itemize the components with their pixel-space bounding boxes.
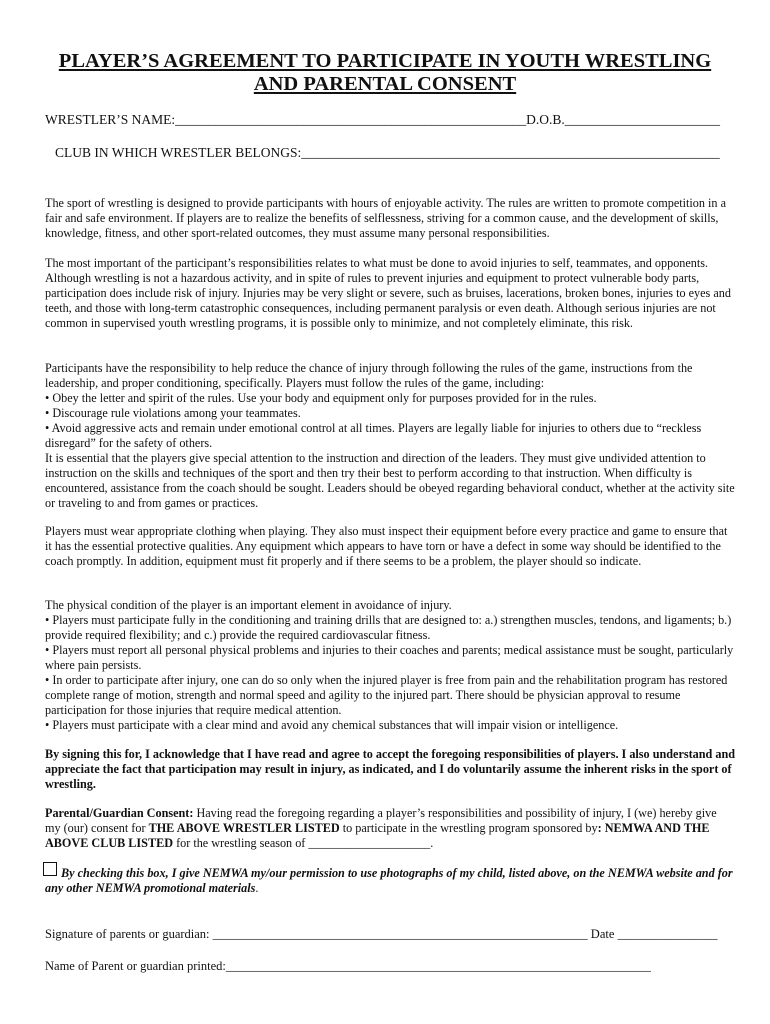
signature-field[interactable]: ____________________________________________________________: [212, 927, 588, 941]
rules-bullet-2: • Discourage rule violations among your teammates.: [45, 406, 301, 420]
signature-row: [45, 926, 718, 942]
title-line-2: AND PARENTAL CONSENT: [253, 73, 517, 95]
instruction-paragraph: It is essential that the players give special attention to the instruction and direction of the leaders. They must give undivided attention to instruction on the skills and techniques of the sport and then try their best to perform according to that instruction. When difficulty is encountered, assistance from the coach should be sought. Leaders should be obeyed regarding behavioral conduct, whether at the activity site or traveling to and from games or practices.: [45, 451, 735, 510]
consent-text-3: for the wrestling season of ____________________.: [173, 836, 434, 850]
responsibilities-paragraph: The most important of the participant’s responsibilities relates to what must be done to avoid injuries to self, teammates, and opponents. Although wrestling is not a hazardous activity, and in spite of rules to prevent injuries and equipment to protect vulnerable body parts, participation does include risk of injury. Injuries may be very slight or severe, such as bruises, lacerations, broken bones, injuries to eyes and teeth, and those with long-term catastrophic consequences, including permanent paralysis or even death. Although serious injuries are not common in supervised youth wrestling programs, it is possible only to minimize, and not completely eliminate, this risk.: [45, 256, 731, 330]
parental-consent-paragraph: [45, 806, 735, 851]
page-title: [20, 50, 750, 96]
club-field[interactable]: ______________________________________________________________: [301, 145, 720, 160]
dob-label: D.O.B.: [526, 112, 565, 127]
intro-paragraph: The sport of wrestling is designed to provide participants with hours of enjoyable activity. The rules are written to promote competition in a fair and safe environment. If players are to realize the benefits of selflessness, striving for a common cause, and the development of skills, knowledge, fitness, and other sport-related outcomes, they must assume many personal responsibilities.: [45, 196, 726, 240]
equipment-paragraph: Players must wear appropriate clothing when playing. They also must inspect their equipment before every practice and game to ensure that it has the essential protective qualities. Any equipment which appears to have torn or have a defect in some way should be identified to the coach promptly. In addition, equipment must fit properly and if there seems to be a problem, the player should so indicate.: [45, 524, 728, 568]
dob-field[interactable]: _______________________: [564, 112, 721, 127]
consent-text-1: Having read the foregoing regarding a player’s responsibilities and possibility of injury, I (we) hereby give my (our) consent for: [45, 806, 717, 835]
consent-label: Parental/Guardian Consent:: [45, 806, 194, 820]
rules-bullet-1: • Obey the letter and spirit of the rules. Use your body and equipment only for purposes provided for in the rules.: [45, 391, 597, 405]
photo-consent-tail: .: [255, 881, 259, 895]
rules-section: [45, 361, 735, 511]
club-label: CLUB IN WHICH WRESTLER BELONGS:: [55, 145, 302, 160]
printed-name-row: [45, 958, 651, 974]
consent-text-2: to participate in the wrestling program sponsored by: [339, 821, 598, 835]
date-label: Date: [587, 927, 618, 941]
physical-bullet-1: • Players must participate fully in the conditioning and training drills that are designed to: a.) strengthen muscles, tendons, and ligaments; b.) provide required flexibility; and c.) provide the required cardiovascular fitness.: [45, 613, 732, 642]
physical-bullet-4: • Players must participate with a clear mind and avoid any chemical substances that will impair vision or intelligence.: [45, 718, 619, 732]
physical-bullet-3: • In order to participate after injury, one can do so only when the injured player is free from pain and the rehabilitation program has restored complete range of motion, strength and normal speed and agility to the injured part. There should be physician approval to resume participation for those injuries that require medical attention.: [45, 673, 728, 717]
signature-label: Signature of parents or guardian:: [45, 927, 213, 941]
photo-consent-text: [45, 866, 735, 896]
consent-bold-1: THE ABOVE WRESTLER LISTED: [148, 821, 340, 835]
printed-name-field[interactable]: ____________________________________________________________________: [225, 959, 651, 973]
title-line-1: PLAYER’S AGREEMENT TO PARTICIPATE IN YOUTH WRESTLING: [58, 50, 712, 72]
physical-lead: The physical condition of the player is an important element in avoidance of injury.: [45, 598, 452, 612]
rules-bullet-3: • Avoid aggressive acts and remain under emotional control at all times. Players are legally liable for injuries to others due to “reckless disregard” for the safety of others.: [45, 421, 702, 450]
photo-consent-main: By checking this box, I give NEMWA my/our permission to use photographs of my child, listed above, on the NEMWA website and for any other NEMWA promotional materials: [45, 866, 733, 895]
acknowledgement-paragraph: By signing this for, I acknowledge that I have read and agree to accept the foregoing responsibilities of players. I also understand and appreciate the fact that participation may result in injury, as indicated, and I do voluntarily assume the inherent risks in the sport of wrestling.: [45, 747, 735, 791]
rules-lead: Participants have the responsibility to help reduce the chance of injury through following the rules of the game, instructions from the leadership, and proper conditioning, specifically. Players must follow the rules of the game, including:: [45, 361, 693, 390]
wrestler-name-row: [45, 112, 720, 128]
consent-bold-2: : NEMWA AND THE ABOVE CLUB LISTED: [45, 821, 710, 850]
wrestler-name-field-2[interactable]: ____________________: [391, 112, 527, 127]
date-field[interactable]: ________________: [617, 927, 718, 941]
wrestler-name-field[interactable]: ________________________________: [175, 112, 392, 127]
wrestler-name-label: WRESTLER’S NAME:: [45, 112, 176, 127]
physical-section: [45, 598, 735, 733]
printed-name-label: Name of Parent or guardian printed:: [45, 959, 226, 973]
club-row: [55, 145, 720, 161]
physical-bullet-2: • Players must report all personal physical problems and injuries to their coaches and parents; medical assistance must be sought, particularly where pain persists.: [45, 643, 734, 672]
